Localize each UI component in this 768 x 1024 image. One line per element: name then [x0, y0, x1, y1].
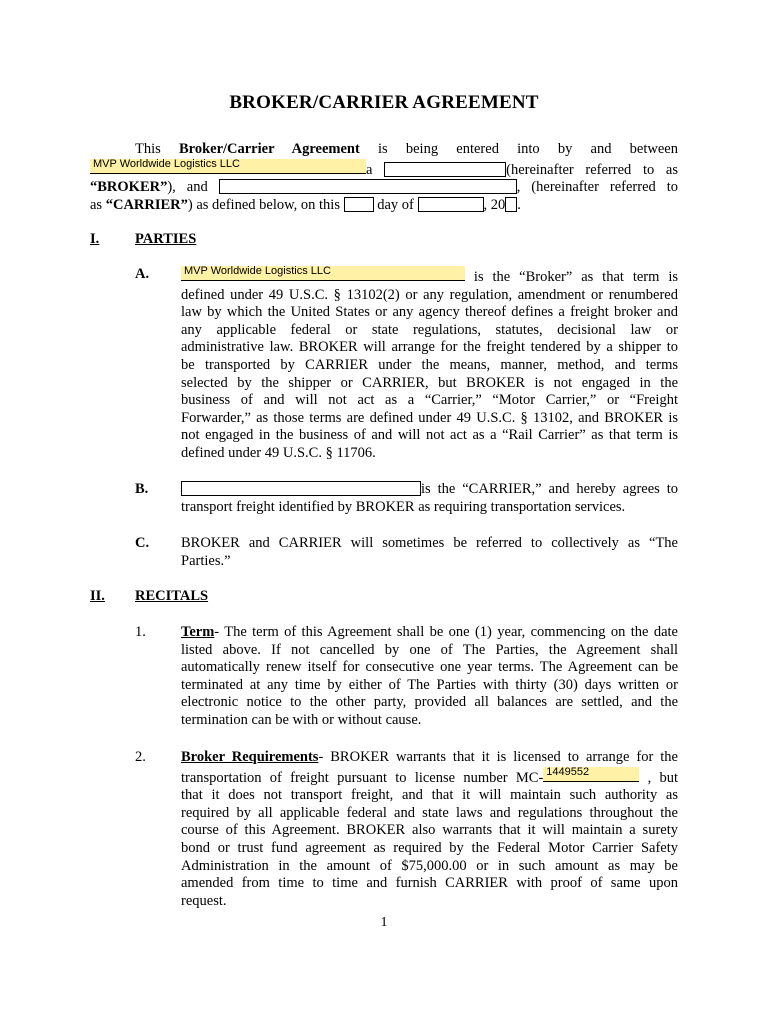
item-a-line-8: business of and will not act as a “Carrier,” “Motor Carrier,” or “Freight — [181, 392, 678, 409]
item-2-line-6: bond or trust fund agreement as required by the Federal Motor Carrier Safety — [181, 839, 678, 856]
item-b-line-1 — [181, 481, 678, 499]
broker-name-value: MVP Worldwide Logistics LLC — [93, 157, 240, 170]
as-text: as — [90, 196, 103, 213]
item-b-line-1-text: is the “CARRIER,” and hereby agrees to — [421, 481, 678, 497]
item-a-line-10: not engaged in the business of and will not act as a “Rail Carrier” as that term is — [181, 427, 678, 444]
period: . — [517, 196, 521, 213]
mc-number-value: 1449552 — [546, 765, 590, 778]
item-2-line-1 — [181, 749, 678, 767]
item-a-line-1 — [181, 266, 678, 287]
item-a-broker-field[interactable] — [181, 266, 465, 281]
item-a-line-5: administrative law. BROKER will arrange for the freight tendered by a shipper to — [181, 339, 678, 356]
item-2-line-1-text: - BROKER warrants that it is licensed to arrange for the — [318, 749, 678, 765]
mc-number-field[interactable] — [543, 767, 639, 782]
item-2-line-5: course of this Agreement. BROKER also warrants that it will maintain a surety — [181, 822, 678, 839]
item-a-line-3: law by which the United States or any agency thereof defines a freight broker and — [181, 304, 678, 321]
hereinafter-text-1: (hereinafter referred to as — [506, 161, 679, 178]
section-1-title: PARTIES — [135, 231, 197, 247]
item-2-line-3: that it does not transport freight, and that it will maintain such authority as — [181, 787, 678, 804]
item-b-text — [181, 481, 678, 516]
item-1-line-4: terminated at any time by either of The Parties with thirty (30) days written or — [181, 676, 678, 693]
item-1-line-1-text: - The term of this Agreement shall be one (1) year, commencing on the date — [214, 624, 678, 640]
item-a-text — [181, 266, 678, 463]
page-number: 1 — [380, 915, 388, 930]
item-2-line-7: Administration in the amount of $75,000.00 or in such amount as may be — [181, 857, 678, 874]
item-2-line-2-text: transportation of freight pursuant to license number MC- — [181, 769, 544, 786]
item-b-carrier-field[interactable] — [181, 481, 421, 496]
item-a-line-1-text: is the “Broker” as that term is — [473, 269, 678, 285]
year-field[interactable] — [505, 197, 517, 212]
item-a-line-7: selected by the shipper or CARRIER, but BROKER is not engaged in the — [181, 374, 678, 391]
item-1-line-1 — [181, 624, 678, 642]
item-2-text — [181, 749, 678, 910]
carrier-label: “CARRIER” — [105, 196, 188, 213]
item-b-line-2: transport freight identified by BROKER as requiring transportation services. — [181, 498, 626, 515]
item-2-line-2-end: , but — [647, 769, 678, 786]
defined-text: ) as defined below, on this — [187, 196, 340, 213]
item-b-letter: B. — [135, 481, 149, 497]
intro-line-1 — [90, 141, 678, 159]
section-2-heading — [0, 588, 768, 606]
item-2-line-2 — [181, 767, 678, 788]
item-a-line-2: defined under 49 U.S.C. § 13102(2) or any regulation, amendment or renumbered — [181, 286, 678, 303]
intro-line-3 — [90, 179, 678, 197]
item-c-line-1: BROKER and CARRIER will sometimes be referred to collectively as “The — [181, 535, 678, 551]
item-a-line-11: defined under 49 U.S.C. § 11706. — [181, 444, 376, 461]
item-a-line-9: Forwarder,” as those terms are defined under 49 U.S.C. § 13102, and BROKER is — [181, 409, 678, 426]
item-a-letter: A. — [135, 266, 150, 282]
month-field[interactable] — [418, 197, 484, 212]
section-2-number: II. — [90, 588, 105, 604]
item-a-line-4: any applicable federal or state regulations, statutes, decisional law or — [181, 321, 678, 338]
item-1-line-3: automatically renew itself for consecutive one year terms. The Agreement can be — [181, 659, 678, 676]
entity-type-field[interactable] — [384, 162, 506, 177]
a-text: a — [366, 161, 373, 178]
hereinafter-text-2: , (hereinafter referred to — [516, 179, 679, 196]
item-c-text — [181, 535, 678, 570]
year-prefix-text: , 20 — [483, 196, 506, 213]
item-2-line-9: request. — [181, 892, 227, 909]
item-2-number: 2. — [135, 749, 146, 765]
broker-name-field[interactable] — [90, 159, 366, 174]
item-c-letter: C. — [135, 535, 150, 551]
item-1-line-2: listed above. If not cancelled by one of The Parties, the Agreement shall — [181, 641, 678, 658]
intro-line-1-text: This Broker/Carrier Agreement is being entered into by and between — [135, 141, 678, 157]
section-2-title: RECITALS — [135, 588, 209, 604]
item-1-line-6: termination can be with or without cause. — [181, 711, 422, 728]
item-c-line-2: Parties.” — [181, 552, 231, 569]
intro-line-2 — [90, 159, 678, 180]
item-1-number: 1. — [135, 624, 146, 640]
section-1-heading — [0, 231, 768, 249]
and-text: ), and — [167, 179, 208, 196]
item-1-line-5: electronic notice to the other party, provided all balances are settled, and the — [181, 694, 678, 711]
section-1-number: I. — [90, 231, 100, 247]
item-2-line-4: required by all applicable federal and state laws and regulations throughout the — [181, 804, 678, 821]
broker-requirements-label: Broker Requirements — [181, 749, 319, 765]
document-title: BROKER/CARRIER AGREEMENT — [229, 92, 539, 113]
day-field[interactable] — [344, 197, 374, 212]
day-of-text: day of — [377, 196, 414, 213]
intro-paragraph — [90, 141, 678, 214]
item-2-line-8: amended from time to time and furnish CARRIER with proof of same upon — [181, 875, 678, 892]
item-a-broker-value: MVP Worldwide Logistics LLC — [184, 265, 331, 277]
item-1-text — [181, 624, 678, 730]
item-a-line-6: be transported by CARRIER under the means, manner, method, and terms — [181, 356, 678, 373]
carrier-name-field[interactable] — [219, 179, 517, 194]
intro-line-4 — [90, 197, 678, 215]
broker-label: “BROKER” — [90, 179, 168, 196]
term-label: Term — [181, 624, 215, 640]
